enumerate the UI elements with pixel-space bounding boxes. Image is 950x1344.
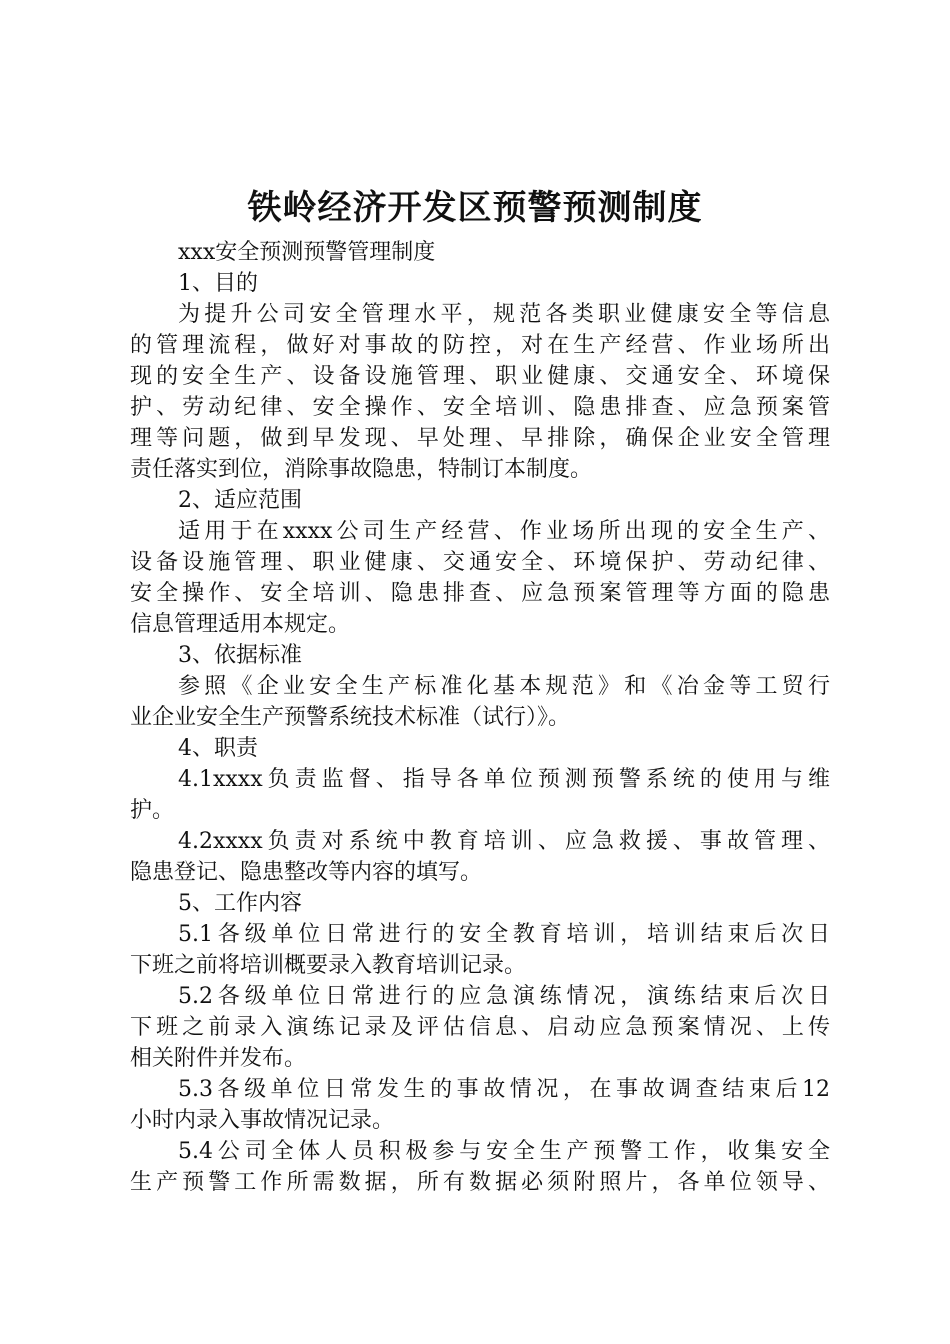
paragraph-line: 为提升公司安全管理水平，规范各类职业健康安全等信息 xyxy=(178,302,830,327)
paragraph-line: 生产预警工作所需数据，所有数据必须附照片，各单位领导、 xyxy=(130,1170,830,1195)
paragraph-line: 的管理流程，做好对事故的防控，对在生产经营、作业场所出 xyxy=(130,333,830,358)
paragraph-line: 安全操作、安全培训、隐患排查、应急预案管理等方面的隐患 xyxy=(130,581,830,606)
document-title: 铁岭经济开发区预警预测制度 xyxy=(247,188,703,228)
paragraph-line: 护。 xyxy=(130,798,175,823)
paragraph-line: 4.2xxxx负责对系统中教育培训、应急救援、事故管理、 xyxy=(178,829,830,854)
paragraph-line: 下班之前录入演练记录及评估信息、启动应急预案情况、上传 xyxy=(130,1015,830,1040)
paragraph-line: 5.1各级单位日常进行的安全教育培训，培训结束后次日 xyxy=(178,922,830,947)
paragraph-line: 现的安全生产、设备设施管理、职业健康、交通安全、环境保 xyxy=(130,364,830,389)
paragraph-line: 护、劳动纪律、安全操作、安全培训、隐患排查、应急预案管 xyxy=(130,395,830,420)
heading-system-name: xxx安全预测预警管理制度 xyxy=(178,240,436,265)
document-body xyxy=(130,237,830,1198)
paragraph-line: 5.2各级单位日常进行的应急演练情况，演练结束后次日 xyxy=(178,984,830,1009)
paragraph-line: 参照《企业安全生产标准化基本规范》和《冶金等工贸行 xyxy=(178,674,830,699)
paragraph-line: 业企业安全生产预警系统技术标准（试行）》。 xyxy=(130,705,571,730)
section-heading-standards: 3、依据标准 xyxy=(178,643,302,668)
section-heading-scope: 2、适应范围 xyxy=(178,488,302,513)
paragraph-line: 相关附件并发布。 xyxy=(130,1046,307,1071)
section-heading-responsibilities: 4、职责 xyxy=(178,736,258,761)
section-heading-purpose: 1、目的 xyxy=(178,271,258,296)
paragraph-line: 5.4公司全体人员积极参与安全生产预警工作，收集安全 xyxy=(178,1139,830,1164)
paragraph-line: 责任落实到位，消除事故隐患，特制订本制度。 xyxy=(130,457,593,482)
paragraph-line: 5.3各级单位日常发生的事故情况，在事故调查结束后12 xyxy=(178,1077,830,1102)
paragraph-line: 理等问题，做到早发现、早处理、早排除，确保企业安全管理 xyxy=(130,426,830,451)
paragraph-line: 小时内录入事故情况记录。 xyxy=(130,1108,395,1133)
paragraph-line: 4.1xxxx负责监督、指导各单位预测预警系统的使用与维 xyxy=(178,767,830,792)
paragraph-line: 设备设施管理、职业健康、交通安全、环境保护、劳动纪律、 xyxy=(130,550,830,575)
section-heading-work-content: 5、工作内容 xyxy=(178,891,302,916)
paragraph-line: 下班之前将培训概要录入教育培训记录。 xyxy=(130,953,527,978)
paragraph-line: 适用于在xxxx公司生产经营、作业场所出现的安全生产、 xyxy=(178,519,830,544)
paragraph-line: 信息管理适用本规定。 xyxy=(130,612,351,637)
paragraph-line: 隐患登记、隐患整改等内容的填写。 xyxy=(130,860,483,885)
